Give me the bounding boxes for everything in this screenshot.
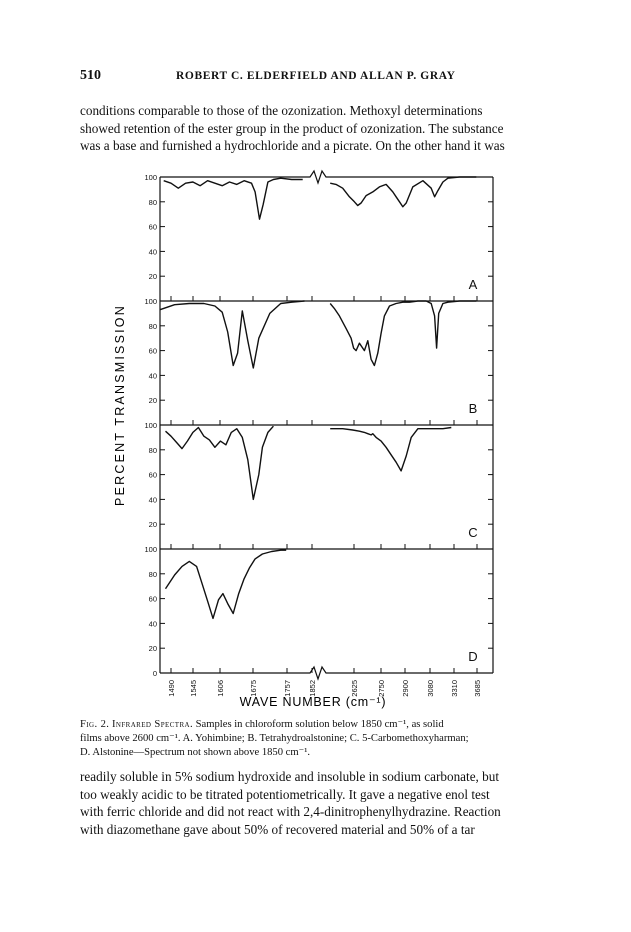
caption-title: Infrared Spectra. bbox=[111, 719, 194, 730]
page-number: 510 bbox=[80, 68, 101, 83]
panel-label: A bbox=[468, 277, 478, 292]
x-tick-label: 1852 bbox=[308, 680, 317, 697]
x-tick-label: 2625 bbox=[350, 680, 359, 697]
y-tick-label: 40 bbox=[148, 371, 157, 381]
y-tick-label: 60 bbox=[148, 470, 157, 480]
x-tick-label: 1606 bbox=[216, 680, 225, 697]
y-tick-label: 0 bbox=[152, 669, 157, 678]
running-head: ROBERT C. ELDERFIELD AND ALLAN P. GRAY bbox=[176, 70, 456, 82]
y-tick-label: 100 bbox=[144, 545, 157, 554]
spectrum-panel-b bbox=[144, 297, 493, 425]
panel-label: B bbox=[468, 401, 478, 416]
x-tick-label: 2750 bbox=[377, 680, 386, 697]
caption-text: films above 2600 cm⁻¹. A. Yohimbine; B. Tetrahydroalstonine; C. 5-Carbomethoxyharman; bbox=[80, 733, 469, 744]
x-tick-label: 3310 bbox=[450, 680, 459, 697]
x-tick-label: 1490 bbox=[167, 680, 176, 697]
y-tick-label: 100 bbox=[144, 297, 157, 306]
panel-label: D bbox=[468, 649, 478, 664]
text-line: readily soluble in 5% sodium hydroxide and insoluble in sodium carbonate, but bbox=[80, 769, 499, 784]
y-tick-label: 60 bbox=[148, 346, 157, 356]
y-tick-label: 60 bbox=[148, 222, 157, 232]
x-tick-label: 1757 bbox=[283, 680, 292, 697]
spectrum-line-c bbox=[166, 426, 274, 499]
spectrum-line-b bbox=[160, 301, 305, 368]
body-paragraph-top bbox=[80, 102, 558, 155]
text-line: with ferric chloride and did not react with 2,4-dinitrophenylhydrazine. Reaction bbox=[80, 804, 501, 820]
figure-caption bbox=[80, 718, 558, 760]
spectrum-line-d bbox=[166, 550, 287, 618]
x-tick-label: 2900 bbox=[401, 680, 410, 697]
y-tick-label: 40 bbox=[148, 619, 157, 629]
text-line: conditions comparable to those of the ozonization. Methoxyl determinations bbox=[80, 103, 483, 118]
y-axis-label: PERCENT TRANSMISSION bbox=[113, 304, 127, 506]
x-tick-label: 3080 bbox=[426, 680, 435, 697]
spectrum-line-b bbox=[330, 301, 476, 366]
panel-bottom-axis bbox=[160, 667, 493, 679]
y-tick-label: 80 bbox=[148, 569, 157, 579]
y-tick-label: 40 bbox=[148, 495, 157, 505]
spectrum-panel-c bbox=[144, 421, 493, 549]
panel-label: C bbox=[468, 525, 478, 540]
text-line: too weakly acidic to be titrated potentiometrically. It gave a negative enol test bbox=[80, 786, 490, 802]
x-tick-label: 3685 bbox=[473, 680, 482, 697]
y-tick-label: 80 bbox=[148, 321, 157, 331]
y-tick-label: 40 bbox=[148, 247, 157, 257]
y-tick-label: 20 bbox=[148, 396, 157, 406]
y-tick-label: 60 bbox=[148, 594, 157, 604]
y-tick-label: 80 bbox=[148, 445, 157, 455]
x-tick-label: 1545 bbox=[189, 680, 198, 697]
spectrum-panel-d bbox=[144, 545, 493, 679]
x-axis-label: WAVE NUMBER (cm⁻¹) bbox=[239, 695, 387, 709]
body-paragraph-bottom bbox=[80, 768, 558, 838]
y-tick-label: 20 bbox=[148, 520, 157, 530]
text-line: with diazomethane gave about 50% of recovered material and 50% of a tar bbox=[80, 821, 475, 837]
caption-text: D. Alstonine—Spectrum not shown above 1850 cm⁻¹. bbox=[80, 747, 311, 758]
y-tick-label: 100 bbox=[144, 421, 157, 430]
y-tick-label: 80 bbox=[148, 197, 157, 207]
infrared-spectra-figure bbox=[108, 165, 528, 713]
spectrum-panel-a bbox=[144, 171, 493, 301]
text-line: showed retention of the ester group in the product of ozonization. The substance bbox=[80, 120, 504, 136]
y-axis-title bbox=[113, 304, 127, 506]
spectrum-line-c bbox=[330, 428, 451, 471]
spectra-panels bbox=[144, 171, 493, 697]
spectrum-line-a bbox=[330, 177, 476, 207]
caption-text: Samples in chloroform solution below 1850 cm⁻¹, as solid bbox=[193, 719, 444, 730]
text-line: was a base and furnished a hydrochloride and a picrate. On the other hand it was bbox=[80, 138, 505, 154]
y-tick-label: 20 bbox=[148, 272, 157, 282]
caption-label: Fig. 2. bbox=[80, 719, 110, 730]
spectrum-line-a bbox=[164, 178, 303, 219]
x-tick-label: 1675 bbox=[249, 680, 258, 697]
y-tick-label: 100 bbox=[144, 173, 157, 182]
y-tick-label: 20 bbox=[148, 644, 157, 654]
